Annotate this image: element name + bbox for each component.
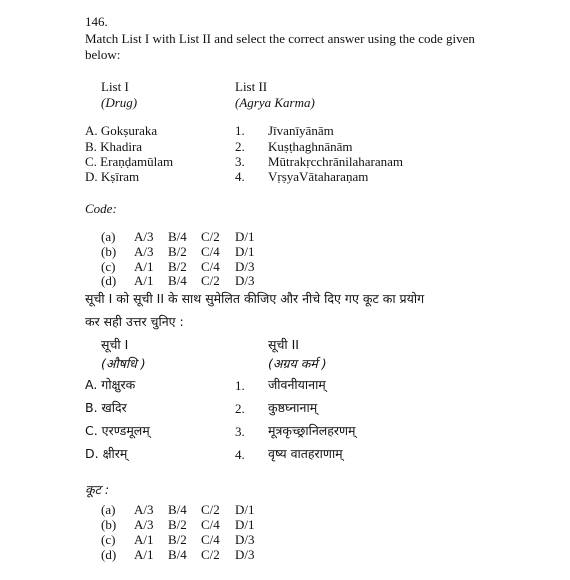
list2-item-number: 1. <box>235 123 245 138</box>
list1-item: D. Kṣīram <box>85 169 140 184</box>
option-label: (c) <box>101 532 116 547</box>
list2-item-text: Jīvanīyānām <box>268 123 334 138</box>
list2-item-number: 4. <box>235 169 245 184</box>
hindi-list2-item-number: 2. <box>235 401 245 416</box>
question-number: 146. <box>85 14 108 29</box>
option-match: C/4 <box>201 244 220 259</box>
hindi-list1-subheader: (औषधि ) <box>101 356 146 371</box>
hindi-answer-option <box>101 547 265 563</box>
list2-item-text: Kuṣṭhaghnānām <box>268 139 353 154</box>
hindi-list2-item-text: वृष्य वातहराणाम् <box>268 446 343 461</box>
option-match: B/2 <box>168 259 187 274</box>
hindi-list1-item: D. क्षीरम् <box>85 446 128 461</box>
option-match: D/3 <box>235 259 255 274</box>
option-match: B/2 <box>168 244 187 259</box>
list2-header: List II <box>235 79 268 94</box>
option-match: B/2 <box>168 532 187 547</box>
option-match: A/1 <box>134 259 154 274</box>
hindi-answer-option <box>101 502 265 518</box>
hindi-list1-item: A. गोक्षुरक <box>85 377 136 392</box>
option-match: A/3 <box>134 517 154 532</box>
option-match: C/4 <box>201 259 220 274</box>
option-match: D/1 <box>235 502 255 517</box>
option-match: D/1 <box>235 517 255 532</box>
option-match: D/3 <box>235 547 255 562</box>
code-label: Code: <box>85 201 117 216</box>
option-label: (c) <box>101 259 116 274</box>
option-label: (b) <box>101 517 117 532</box>
option-match: A/1 <box>134 273 154 288</box>
option-match: A/1 <box>134 532 154 547</box>
hindi-list2-item-text: मूत्रकृच्छ्रानिलहरणम् <box>268 423 356 438</box>
hindi-code-label: कूट : <box>85 482 110 497</box>
hindi-answer-option <box>101 517 265 533</box>
option-match: D/1 <box>235 244 255 259</box>
option-match: B/2 <box>168 517 187 532</box>
hindi-list1-header: सूची I <box>101 337 129 352</box>
option-label: (b) <box>101 244 117 259</box>
answer-option <box>101 229 265 245</box>
option-match: C/2 <box>201 502 220 517</box>
list2-item-number: 2. <box>235 139 245 154</box>
hindi-list2-item-number: 4. <box>235 447 245 462</box>
list1-item: B. Khadira <box>85 139 143 154</box>
list1-header: List I <box>101 79 129 94</box>
option-match: B/4 <box>168 229 187 244</box>
question-instruction-line2: below: <box>85 47 121 62</box>
hindi-list1-item: B. खदिर <box>85 400 127 415</box>
option-match: B/4 <box>168 273 187 288</box>
option-match: D/1 <box>235 229 255 244</box>
option-match: C/2 <box>201 547 220 562</box>
list1-subheader: (Drug) <box>101 95 138 110</box>
option-label: (a) <box>101 502 116 517</box>
option-match: D/3 <box>235 273 255 288</box>
option-match: A/3 <box>134 229 154 244</box>
option-match: A/3 <box>134 502 154 517</box>
answer-option <box>101 244 265 260</box>
hindi-list2-subheader: (अग्रय कर्म ) <box>268 356 327 371</box>
option-match: C/4 <box>201 517 220 532</box>
question-instruction-line1: Match List I with List II and select the correct answer using the code given <box>85 31 475 46</box>
option-match: C/4 <box>201 532 220 547</box>
list2-item-text: VṛṣyaVātaharaṇam <box>268 169 369 184</box>
hindi-list2-item-text: जीवनीयानाम् <box>268 377 326 392</box>
option-match: D/3 <box>235 532 255 547</box>
option-match: C/2 <box>201 229 220 244</box>
hindi-instruction-line2: कर सही उत्तर चुनिए : <box>85 314 184 329</box>
hindi-list2-item-number: 1. <box>235 378 245 393</box>
hindi-instruction-line1: सूची I को सूची II के साथ सुमेलित कीजिए और नीचे दिए गए कूट का प्रयोग <box>85 291 425 306</box>
answer-option <box>101 273 265 289</box>
option-label: (a) <box>101 229 116 244</box>
option-label: (d) <box>101 547 117 562</box>
list1-item: A. Gokṣuraka <box>85 123 158 138</box>
list1-item: C. Eraṇḍamūlam <box>85 154 174 169</box>
option-match: B/4 <box>168 502 187 517</box>
option-match: A/1 <box>134 547 154 562</box>
hindi-list1-item: C. एरण्डमूलम् <box>85 423 150 438</box>
option-label: (d) <box>101 273 117 288</box>
hindi-answer-option <box>101 532 265 548</box>
hindi-list2-header: सूची II <box>268 337 299 352</box>
option-match: B/4 <box>168 547 187 562</box>
list2-item-number: 3. <box>235 154 245 169</box>
option-match: C/2 <box>201 273 220 288</box>
hindi-list2-item-text: कुष्ठघ्नानाम् <box>268 400 318 415</box>
list2-subheader: (Agrya Karma) <box>235 95 315 110</box>
list2-item-text: Mūtrakṛcchrānilaharanam <box>268 154 403 169</box>
option-match: A/3 <box>134 244 154 259</box>
hindi-list2-item-number: 3. <box>235 424 245 439</box>
